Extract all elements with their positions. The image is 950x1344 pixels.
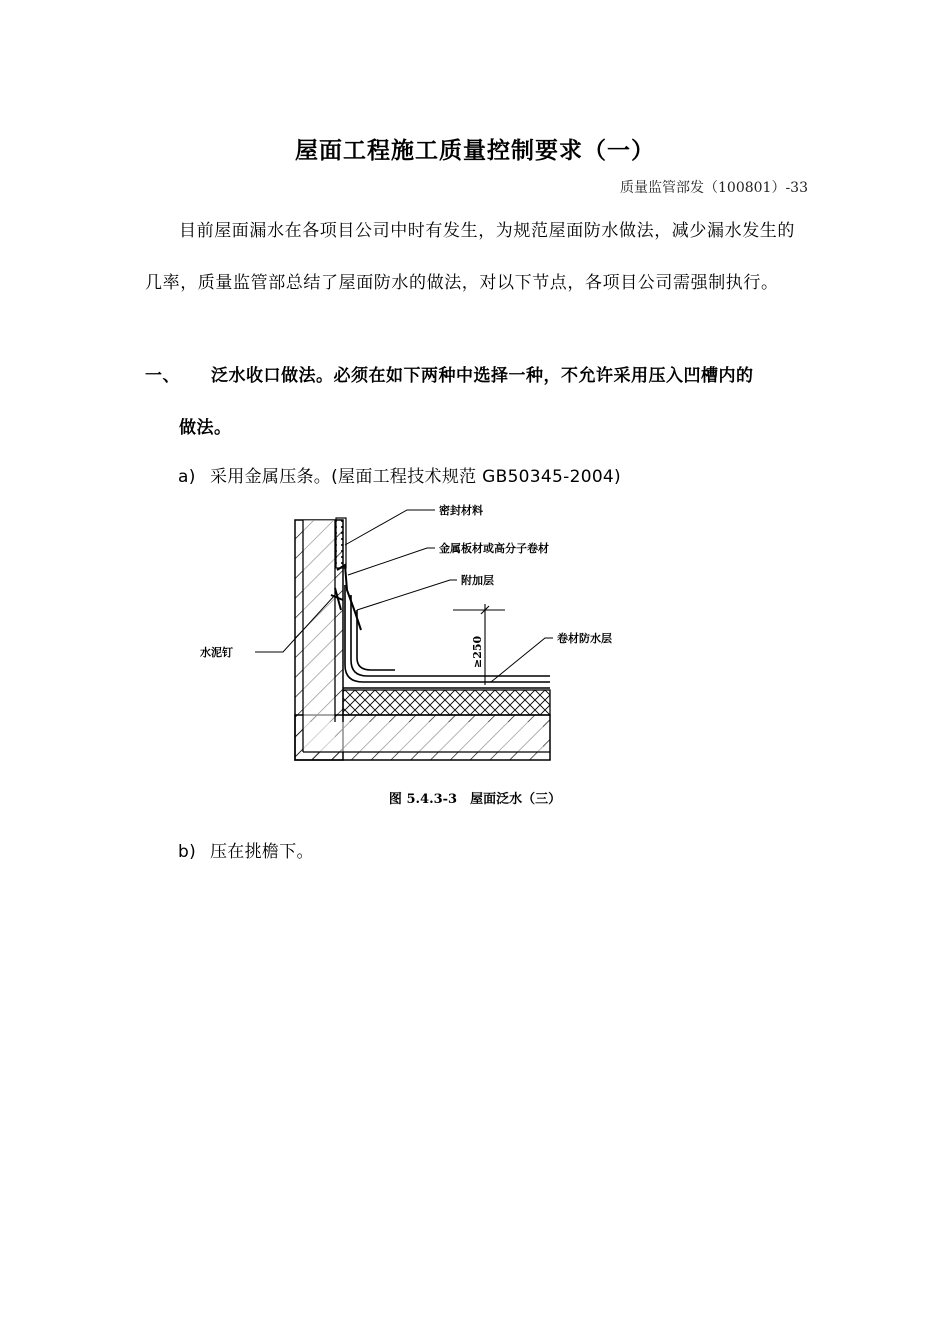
membrane-layers <box>343 585 550 688</box>
item-b <box>178 837 314 862</box>
intro-paragraph: 目前屋面漏水在各项目公司中时有发生，为规范屋面防水做法，减少漏水发生的几率，质量监管部总结了屋面防水的做法，对以下节点，各项目公司需强制执行。 <box>145 221 795 293</box>
label-sealant: 密封材料 <box>439 504 483 517</box>
figure-caption: 图 5.4.3-3 屋面泛水（三） <box>388 792 562 807</box>
label-membrane: 卷材防水层 <box>557 632 612 645</box>
section-1-number: 一、 <box>145 366 180 386</box>
sealant <box>336 518 346 568</box>
item-a-label: a) <box>178 467 196 487</box>
section-1-text-line1: 泛水收口做法。必须在如下两种中选择一种，不允许采用压入凹槽内的 <box>211 366 754 386</box>
section-1 <box>145 350 807 454</box>
page-title: 屋面工程施工质量控制要求（一） <box>295 138 655 164</box>
document-reference: 质量监管部发（100801）-33 <box>620 180 808 196</box>
item-b-text: 压在挑檐下。 <box>210 842 314 862</box>
item-b-label: b) <box>178 842 197 862</box>
structure-outline <box>295 520 550 760</box>
dimension-label: ≥250 <box>471 635 484 668</box>
section-1-text-line2: 做法。 <box>179 418 232 438</box>
flashing-detail-figure <box>195 500 635 770</box>
insulation-layer <box>343 690 550 715</box>
label-cement-nail: 水泥钉 <box>200 646 233 659</box>
label-metal-sheet: 金属板材或高分子卷材 <box>439 542 549 555</box>
item-a-text: 采用金属压条。(屋面工程技术规范 GB50345-2004) <box>210 467 621 487</box>
item-a <box>178 462 621 487</box>
label-additional-layer: 附加层 <box>461 574 494 587</box>
